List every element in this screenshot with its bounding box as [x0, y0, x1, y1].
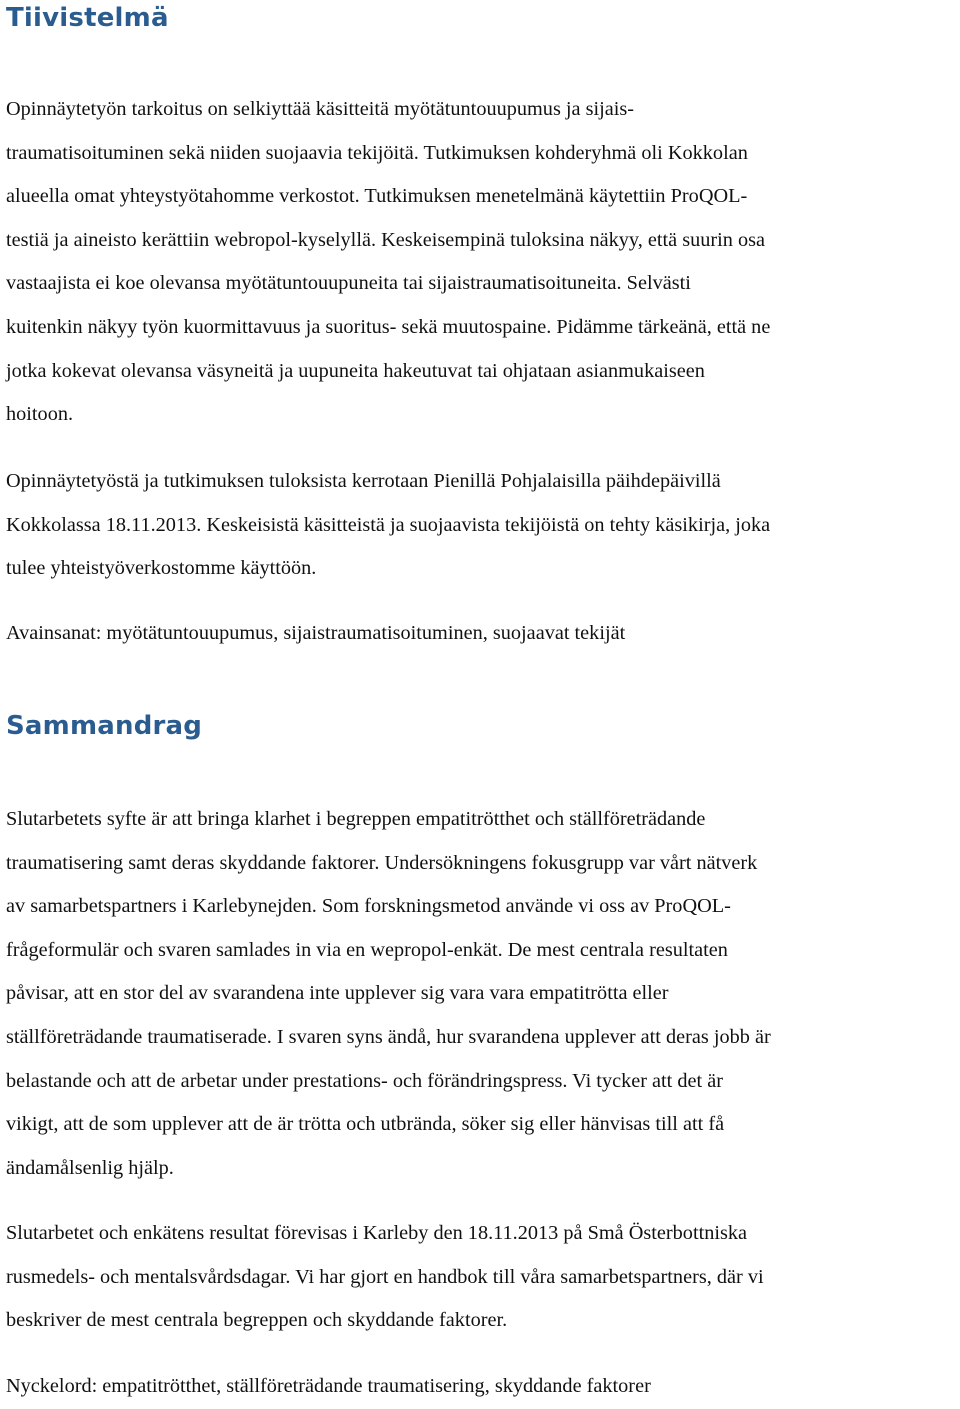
swedish-abstract-paragraph-2 [6, 1212, 764, 1343]
text-line: ändamålsenlig hjälp. [6, 1156, 174, 1179]
keywords-line: Avainsanat: myötätuntouupumus, sijaistraumatisoituminen, suojaavat tekijät [6, 622, 626, 644]
text-line: jotka kokevat olevansa väsyneitä ja uupuneita hakeutuvat tai ohjataan asianmukaiseen [6, 359, 705, 382]
text-line: Opinnäytetyön tarkoitus on selkiyttää käsitteitä myötätuntouupumus ja sijais- [6, 98, 635, 120]
text-line: traumatisoituminen sekä niiden suojaavia tekijöitä. Tutkimuksen kohderyhmä oli Kokkolan [6, 141, 748, 164]
finnish-abstract-heading: Tiivistelmä [6, 3, 169, 33]
text-line: rusmedels- och mentalsvårdsdagar. Vi har gjort en handbok till våra samarbetspartners, där vi [6, 1265, 764, 1288]
text-line: Slutarbetets syfte är att bringa klarhet i begreppen empatitrötthet och ställföreträdande [6, 808, 706, 830]
text-line: tulee yhteistyöverkostomme käyttöön. [6, 557, 317, 580]
finnish-keywords [6, 612, 625, 656]
swedish-keywords [6, 1365, 651, 1409]
text-line: hoitoon. [6, 403, 74, 426]
text-line: ställföreträdande traumatiserade. I svaren syns ändå, hur svarandena upplever att deras jobb är [6, 1025, 771, 1048]
finnish-abstract-paragraph-2 [6, 460, 770, 591]
text-line: beskriver de mest centrala begreppen och skyddande faktorer. [6, 1309, 508, 1332]
text-line: av samarbetspartners i Karlebynejden. Som forskningsmetod använde vi oss av ProQOL- [6, 895, 731, 918]
text-line: belastande och att de arbetar under prestations- och förändringspress. Vi tycker att det är [6, 1069, 723, 1092]
text-line: Opinnäytetyöstä ja tutkimuksen tuloksista kerrotaan Pienillä Pohjalaisilla päihdepäivillä [6, 470, 721, 492]
text-line: Kokkolassa 18.11.2013. Keskeisistä käsitteistä ja suojaavista tekijöistä on tehty käsikirja, joka [6, 513, 771, 536]
text-line: vikigt, att de som upplever att de är trötta och utbrända, söker sig eller hänvisas till att få [6, 1113, 725, 1136]
text-line: kuitenkin näkyy työn kuormittavuus ja suoritus- sekä muutospaine. Pidämme tärkeänä, että ne [6, 315, 771, 338]
text-line: Slutarbetet och enkätens resultat förevisas i Karleby den 18.11.2013 på Små Österbottniska [6, 1222, 748, 1244]
keywords-line: Nyckelord: empatitrötthet, ställföreträdande traumatisering, skyddande faktorer [6, 1375, 651, 1397]
text-line: traumatisering samt deras skyddande faktorer. Undersökningens fokusgrupp var vårt nätverk [6, 851, 758, 874]
swedish-abstract-heading: Sammandrag [6, 711, 203, 741]
finnish-abstract-paragraph-1 [6, 88, 770, 437]
text-line: alueella omat yhteystyötahomme verkostot. Tutkimuksen menetelmänä käytettiin ProQOL- [6, 185, 748, 208]
text-line: testiä ja aineisto kerättiin webropol-kyselyllä. Keskeisempinä tuloksina näkyy, että suurin osa [6, 228, 766, 251]
text-line: påvisar, att en stor del av svarandena inte upplever sig vara vara empatitrötta eller [6, 982, 669, 1005]
text-line: vastaajista ei koe olevansa myötätuntouupuneita tai sijaistraumatisoituneita. Selvästi [6, 272, 691, 295]
swedish-abstract-paragraph-1 [6, 798, 771, 1190]
text-line: frågeformulär och svaren samlades in via en wepropol-enkät. De mest centrala resultaten [6, 938, 728, 961]
